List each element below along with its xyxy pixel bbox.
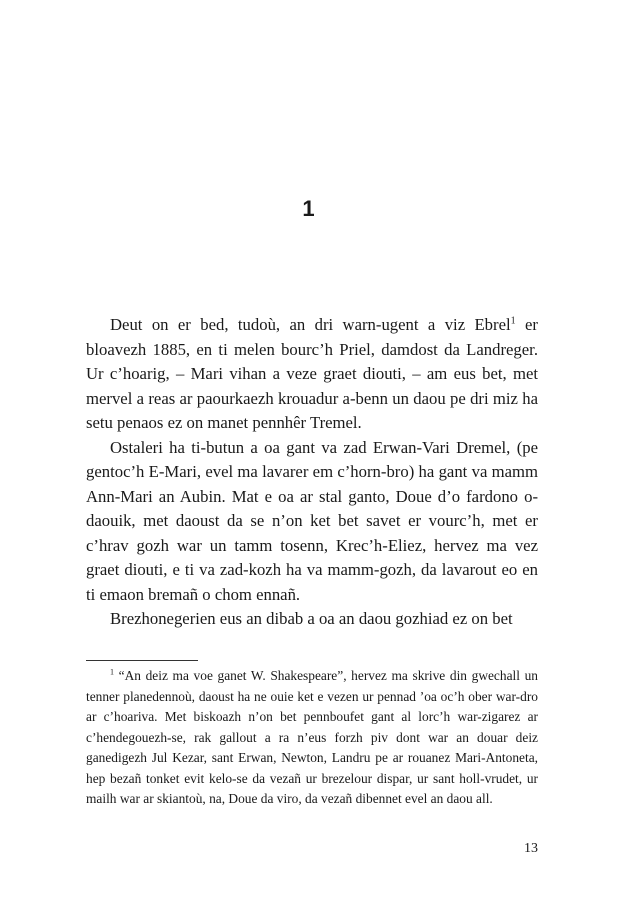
- page-number: 13: [524, 841, 538, 856]
- paragraph-3: Brezhonegerien eus an dibab a oa an daou gozhiad ez on bet: [110, 609, 513, 628]
- footnote: [86, 666, 538, 810]
- chapter-body: [86, 313, 538, 632]
- footnote-text: “An deiz ma voe ganet W. Shakespeare”, hervez ma skrive din gwechall un tenner planedennoù, daoust ha ne ouie ket e vezen ur pennad ’oa oc’h ober war-dro ar c’hoariva. Met biskoazh n’on bet pennboufet gant al lorc’h war-zigarez ar c’hendegouezh-se, rak gallout a ra n’eus forzh piv dont war an douar deiz ganedigezh Jul Kezar, sant Erwan, Newton, Landru pe ar rouanez Mari-Antoneta, hep bezañ tonket evit kelo-se da vezañ ur brezelour dispar, ur sant holl-vrudet, ur mailh war ar skiantoù, na, Doue da viro, da vezañ dibennet evel an daou all.: [86, 668, 538, 806]
- footnote-reference[interactable]: 1: [510, 315, 516, 327]
- footnote-marker: 1: [110, 667, 115, 677]
- paragraph-1-text-end: er bloavezh 1885, en ti melen bourc’h Priel, damdost da Landreger. Ur c’hoarig, – Mari vihan a veze graet diouti, – am eus bet, met mervel a reas ar paourkaezh krouadur a-benn un daou pe dri miz ha setu penaos ez on manet pennhêr Tremel.: [86, 315, 538, 432]
- paragraph-2: Ostaleri ha ti-butun a oa gant va zad Erwan-Vari Dremel, (pe gentoc’h E-Mari, evel ma lavarer em c’horn-bro) ha gant va mamm Ann-Mari an Aubin. Mat e oa ar stal ganto, Doue d’o fardono o-daouik, met daoust da se n’on ket bet savet er vourc’h, met er c’hrav gozh war un tamm tosenn, Krec’h-Eliez, hervez ma vez graet diouti, e ti va zad-kozh ha va mamm-gozh, da lavarout eo en ti emaon bremañ o chom ennañ.: [86, 437, 538, 604]
- paragraph-1-text-start: Deut on er bed, tudoù, an dri warn-ugent a viz Ebrel: [110, 315, 511, 334]
- paragraph-1: [86, 313, 538, 436]
- footnote-separator: [86, 660, 198, 661]
- chapter-number: 1: [302, 196, 315, 221]
